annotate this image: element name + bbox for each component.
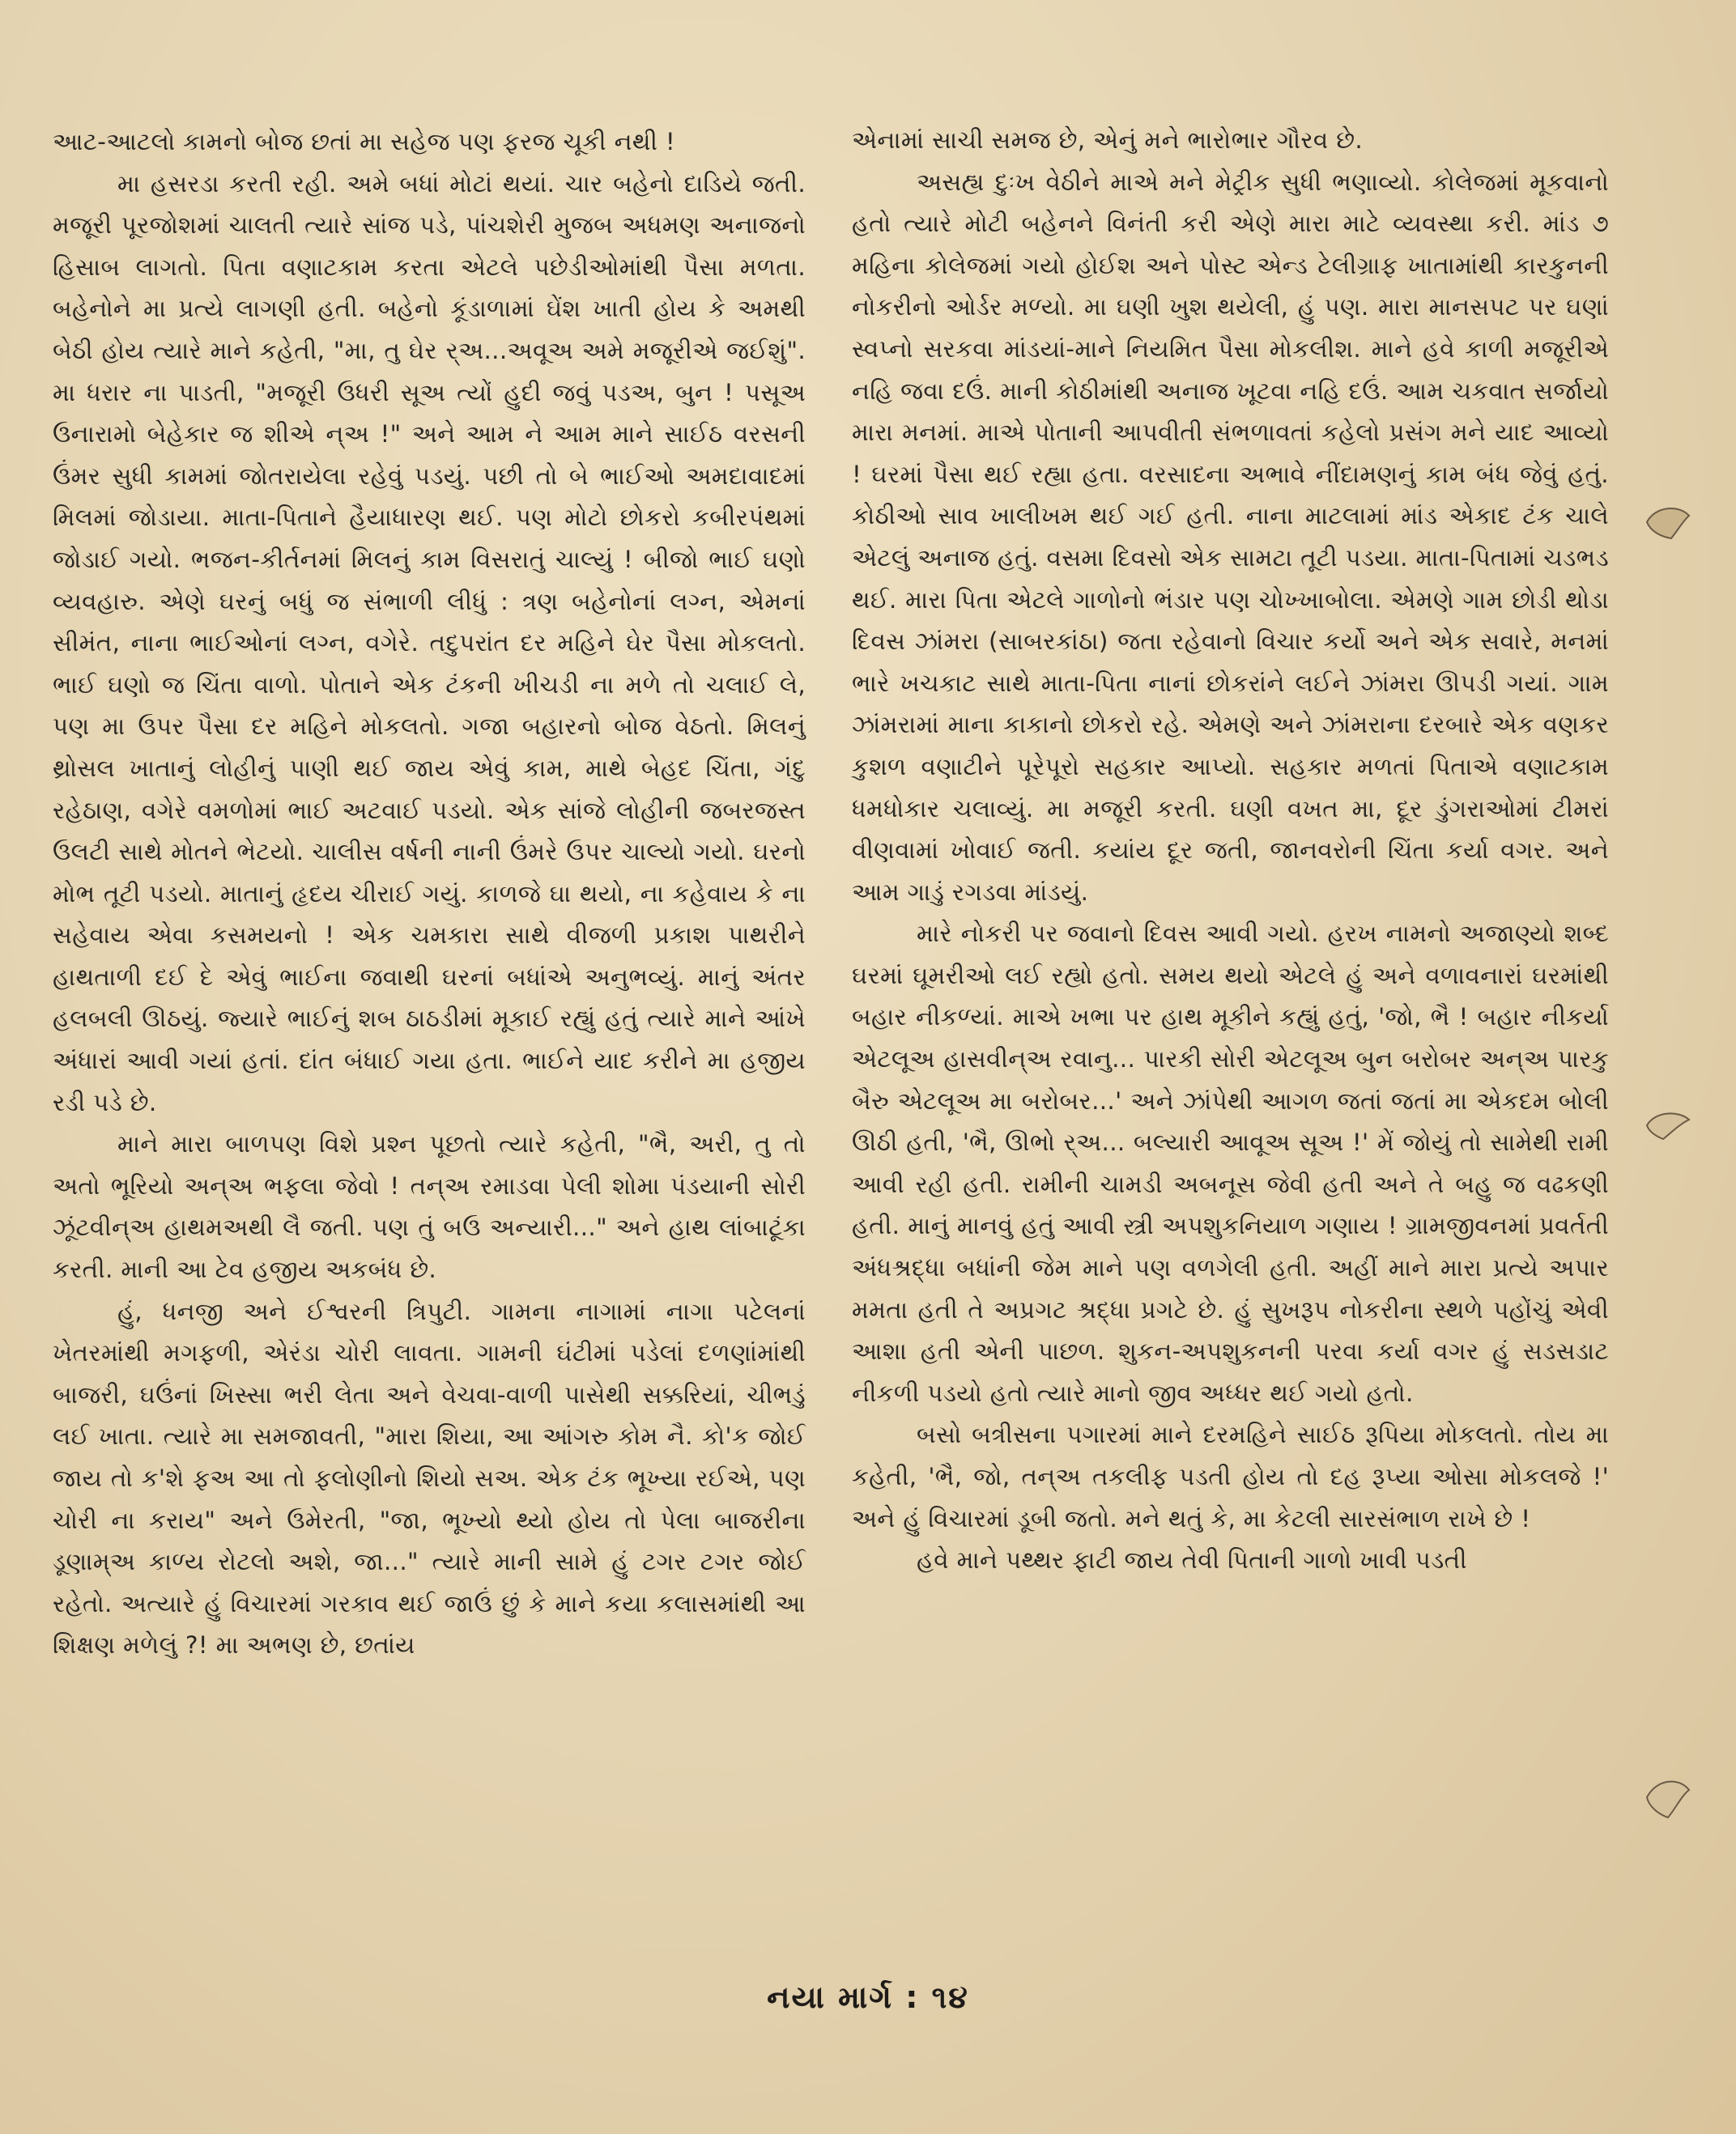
paper-tear-mark-lower	[1639, 1769, 1696, 1826]
paragraph: માને મારા બાળપણ વિશે પ્રશ્ન પૂછતો ત્યારે કહેતી, "ભૈ, અરી, તુ તો અતો ભૂરિયો અન્અ ભફલા જેવો ! તન્અ રમાડવા પેલી શોમા પંડયાની સોરી ઝૂંટવીન્અ હાથમઅથી લૈ જતી. પણ તું બઉ અન્યારી..." અને હાથ લાંબાટૂંકા કરતી. માની આ ટેવ હજીય અકબંધ છે.	[53, 1130, 806, 1284]
right-text-column	[852, 120, 1609, 1582]
paragraph: આટ-આટલો કામનો બોજ છતાં મા સહેજ પણ ફરજ ચૂકી નથી !	[53, 128, 676, 155]
paragraph: હવે માને પથ્થર ફાટી જાય તેવી પિતાની ગાળો ખાવી પડતી	[917, 1546, 1467, 1575]
paragraph: મા હસરડા કરતી રહી. અમે બધાં મોટાં થયાં. ચાર બહેનો દાડિયે જતી. મજૂરી પૂરજોશમાં ચાલતી ત્યારે સાંજ પડે, પાંચશેરી મુજબ અધમણ અનાજનો હિસાબ લાગતો. પિતા વણાટકામ કરતા એટલે પછેડીઓમાંથી પૈસા મળતા. બહેનોને મા પ્રત્યે લાગણી હતી. બહેનો કૂંડાળામાં ઘેંશ ખાતી હોય કે અમથી બેઠી હોય ત્યારે માને કહેતી, "મા, તુ ઘેર ર્‌અ...અવૂઅ અમે મજૂરીએ જઈશું". મા ધરાર ના પાડતી, "મજૂરી ઉધરી સૂઅ ત્યોં હુદી જવું પડઅ, બુન ! પસૂઅ ઉનારામો બેહેકાર જ શીએ ન્અ !" અને આમ ને આમ માને સાઈઠ વરસની ઉંમર સુધી કામમાં જોતરાયેલા રહેવું પડયું. પછી તો બે ભાઈઓ અમદાવાદમાં મિલમાં જોડાયા. માતા-પિતાને હૈયાધારણ થઈ. પણ મોટો છોકરો કબીરપંથમાં જોડાઈ ગયો. ભજન-કીર્તનમાં મિલનું કામ વિસરાતું ચાલ્યું ! બીજો ભાઈ ઘણો વ્યવહારુ. એણે ઘરનું બધું જ સંભાળી લીધું : ત્રણ બહેનોનાં લગ્ન, એમનાં સીમંત, નાના ભાઈઓનાં લગ્ન, વગેરે. તદુપરાંત દર મહિને ઘેર પૈસા મોકલતો. ભાઈ ઘણો જ ચિંતા વાળો. પોતાને એક ટંકની ખીચડી ના મળે તો ચલાઈ લે, પણ મા ઉપર પૈસા દર મહિને મોકલતો. ગજા બહારનો બોજ વેઠતો. મિલનું થ્રોસલ ખાતાનું લોહીનું પાણી થઈ જાય એવું કામ, માથે બેહદ ચિંતા, ગંદુ રહેઠાણ, વગેરે વમળોમાં ભાઈ અટવાઈ પડયો. એક સાંજે લોહીની જબરજસ્ત ઉલટી સાથે મોતને ભેટયો. ચાલીસ વર્ષની નાની ઉંમરે ઉપર ચાલ્યો ગયો. ઘરનો મોભ તૂટી પડયો. માતાનું હૃદય ચીરાઈ ગયું. કાળજે ઘા થયો, ના કહેવાય કે ના સહેવાય એવા કસમયનો ! એક ચમકારા સાથે વીજળી પ્રકાશ પાથરીને હાથતાળી દઈ દે એવું ભાઈના જવાથી ઘરનાં બધાંએ અનુભવ્યું. માનું અંતર હલબલી ઊઠયું. જ્યારે ભાઈનું શબ ઠાઠડીમાં મૂકાઈ રહ્યું હતું ત્યારે માને આંખે અંધારાં આવી ગયાં હતાં. દાંત બંધાઈ ગયા હતા. ભાઈને યાદ કરીને મા હજીય રડી પડે છે.	[53, 169, 806, 1116]
paragraph: હું, ધનજી અને ઈશ્વરની ત્રિપુટી. ગામના નાગામાં નાગા પટેલનાં ખેતરમાંથી મગફળી, એરંડા ચોરી લાવતા. ગામની ઘંટીમાં પડેલાં દળણાંમાંથી બાજરી, ઘઉંનાં ખિસ્સા ભરી લેતા અને વેચવા-વાળી પાસેથી સક્કરિયાં, ચીભડું લઈ ખાતા. ત્યારે મા સમજાવતી, "મારા શિયા, આ આંગરુ કોમ નૈ. કો'ક જોઈ જાય તો ક'શે ફઅ આ તો ફલોણીનો શિયો સઅ. એક ટંક ભૂખ્યા રઈએ, પણ ચોરી ના કરાય" અને ઉમેરતી, "જા, ભૂખ્યો થ્યો હોય તો પેલા બાજરીના ડૂણામ્અ કાળ્ય રોટલો અશે, જા..." ત્યારે માની સામે હું ટગર ટગર જોઈ રહેતો. અત્યારે હું વિચારમાં ગરકાવ થઈ જાઉં છું કે માને કયા કલાસમાંથી આ શિક્ષણ મળેલું ?! મા અભણ છે, છતાંય	[53, 1297, 806, 1660]
paragraph: મારે નોકરી પર જવાનો દિવસ આવી ગયો. હરખ નામનો અજાણ્યો શબ્દ ઘરમાં ઘૂમરીઓ લઈ રહ્યો હતો. સમય થયો એટલે હું અને વળાવનારાં ઘરમાંથી બહાર નીકળ્યાં. માએ ખભા પર હાથ મૂકીને કહ્યું હતું, 'જો, ભૈ ! બહાર નીકર્યા એટલૂઅ હાસવીન્અ રવાનુ... પારકી સોરી એટલૂઅ બુન બરોબર અન્અ પારકુ બૈરુ એટલૂઅ મા બરોબર...' અને ઝાંપેથી આગળ જતાં જતાં મા એકદમ બોલી ઊઠી હતી, 'ભૈ, ઊભો ર્‌અ... બલ્યારી આવૂઅ સૂઅ !' મેં જોયું તો સામેથી રામી આવી રહી હતી. રામીની ચામડી અબનૂસ જેવી હતી અને તે બહુ જ વઢકણી હતી. માનું માનવું હતું આવી સ્ત્રી અપશુકનિયાળ ગણાય ! ગ્રામજીવનમાં પ્રવર્તતી અંધશ્રદ્ધા બધાંની જેમ માને પણ વળગેલી હતી. અહીં માને મારા પ્રત્યે અપાર મમતા હતી તે અપ્રગટ શ્રદ્ધા પ્રગટે છે. હું સુખરૂપ નોકરીના સ્થળે પહોંચું એવી આશા હતી એની પાછળ. શુકન-અપશુકનની પરવા કર્યા વગર હું સડસડાટ નીકળી પડયો હતો ત્યારે માનો જીવ અધ્ધર થઈ ગયો હતો.	[852, 920, 1609, 1407]
paper-tear-mark-middle	[1640, 1105, 1697, 1146]
left-text-column	[53, 121, 806, 1667]
page-footer: નયા માર્ગ : ૧૪	[767, 1979, 969, 2015]
paragraph: અસહ્ય દુઃખ વેઠીને માએ મને મેટ્રીક સુધી ભણાવ્યો. કોલેજમાં મૂકવાનો હતો ત્યારે મોટી બહેનને વિનંતી કરી એણે મારા માટે વ્યવસ્થા કરી. માંડ ૭ મહિના કોલેજમાં ગયો હોઈશ અને પોસ્ટ એન્ડ ટેલીગ્રાફ ખાતામાંથી કારકુનની નોકરીનો ઓર્ડર મળ્યો. મા ઘણી ખુશ થયેલી, હું પણ. મારા માનસપટ પર ઘણાં સ્વપ્નો સરકવા માંડયાં-માને નિયમિત પૈસા મોકલીશ. માને હવે કાળી મજૂરીએ નહિ જવા દઉં. માની કોઠીમાંથી અનાજ ખૂટવા નહિ દઉં. આમ ચકવાત સર્જાયો મારા મનમાં. માએ પોતાની આપવીતી સંભળાવતાં કહેલો પ્રસંગ મને યાદ આવ્યો ! ઘરમાં પૈસા થઈ રહ્યા હતા. વરસાદના અભાવે નીંદામણનું કામ બંધ જેવું હતું. કોઠીઓ સાવ ખાલીખમ થઈ ગઈ હતી. નાના માટલામાં માંડ એકાદ ટંક ચાલે એટલું અનાજ હતું. વસમા દિવસો એક સામટા તૂટી પડયા. માતા-પિતામાં ચડભડ થઈ. મારા પિતા એટલે ગાળોનો ભંડાર પણ ચોખ્ખાબોલા. એમણે ગામ છોડી થોડા દિવસ ઝાંમરા (સાબરકાંઠા) જતા રહેવાનો વિચાર કર્યો અને એક સવારે, મનમાં ભારે ખચકાટ સાથે માતા-પિતા નાનાં છોકરાંને લઈને ઝાંમરા ઊપડી ગયાં. ગામ ઝાંમરામાં માના કાકાનો છોકરો રહે. એમણે અને ઝાંમરાના દરબારે એક વણકર કુશળ વણાટીને પૂરેપૂરો સહકાર આપ્યો. સહકાર મળતાં પિતાએ વણાટકામ ધમધોકાર ચલાવ્યું. મા મજૂરી કરતી. ઘણી વખત મા, દૂર ડુંગરાઓમાં ટીમરાં વીણવામાં ખોવાઈ જતી. કયાંય દૂર જતી, જાનવરોની ચિંતા કર્યા વગર. અને આમ ગાડું રગડવા માંડયું.	[852, 168, 1609, 906]
paragraph: એનામાં સાચી સમજ છે, એનું મને ભારોભાર ગૌરવ છે.	[852, 126, 1364, 154]
paragraph: બસો બત્રીસના પગારમાં માને દરમહિને સાઈઠ રૂપિયા મોકલતો. તોય મા કહેતી, 'ભૈ, જો, તન્અ તકલીફ પડતી હોય તો દહ રૂપ્યા ઓસા મોકલજે !' અને હું વિચારમાં ડૂબી જતો. મને થતું કે, મા કેટલી સારસંભાળ રાખે છે !	[852, 1421, 1609, 1532]
paper-tear-mark-upper	[1639, 498, 1696, 546]
